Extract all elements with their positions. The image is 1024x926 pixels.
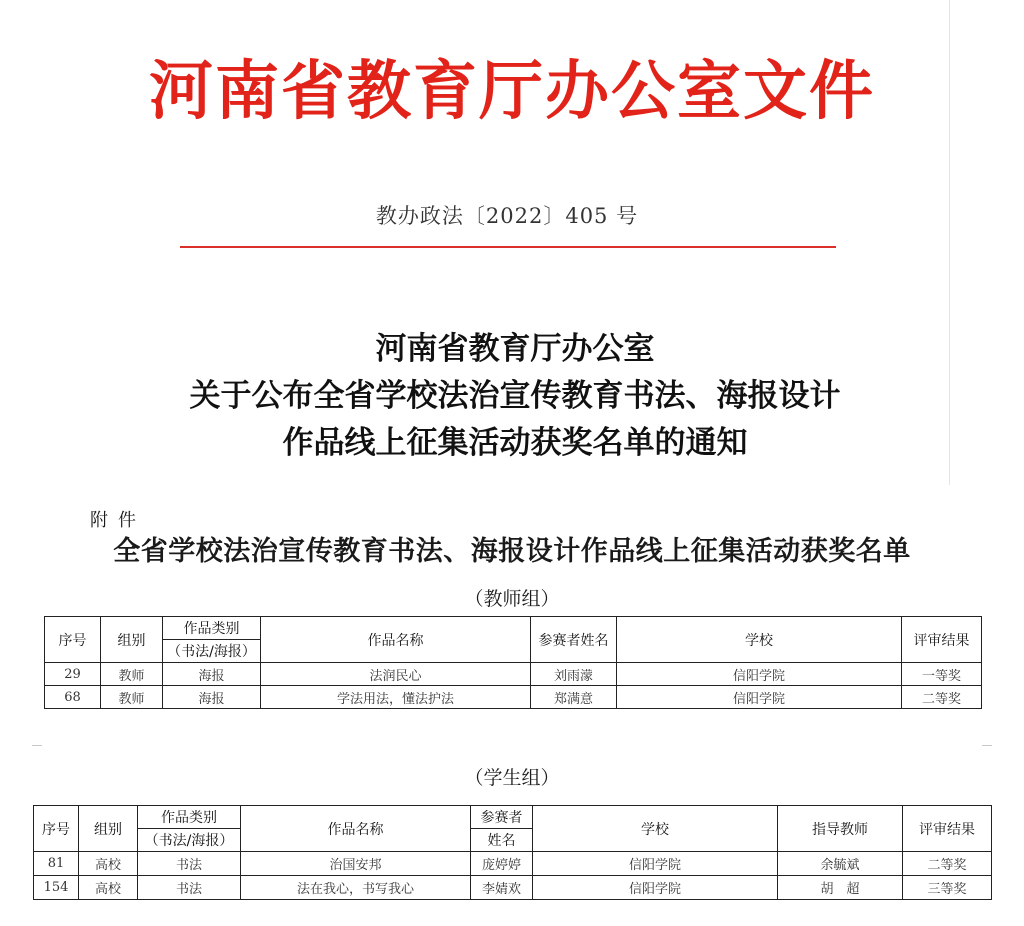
notice-title-line-3: 作品线上征集活动获奖名单的通知	[282, 425, 748, 461]
table-row	[34, 852, 992, 876]
cell-group: 教师	[101, 686, 163, 709]
header-seq: 序号	[45, 617, 101, 663]
header-school: 学校	[533, 806, 778, 852]
teacher-award-table	[44, 616, 982, 709]
cell-participant: 郑满意	[531, 686, 617, 709]
cell-group: 教师	[101, 663, 163, 686]
attachment-label: 附件	[90, 510, 146, 531]
cell-result: 二等奖	[903, 852, 992, 876]
document-number: 教办政法〔2022〕405 号	[375, 204, 639, 228]
cell-advisor: 余毓斌	[778, 852, 903, 876]
header-work-name: 作品名称	[241, 806, 471, 852]
section-divider-left	[32, 745, 42, 746]
header-participant-sub: 姓名	[471, 829, 533, 852]
cell-work-name: 法在我心，书写我心	[241, 876, 471, 900]
table-row	[45, 686, 982, 709]
header-category-sub: （书法/海报）	[138, 829, 241, 852]
table-row	[45, 663, 982, 686]
header-category-sub: （书法/海报）	[163, 640, 261, 663]
cell-group: 高校	[79, 852, 138, 876]
cell-result: 三等奖	[903, 876, 992, 900]
cell-school: 信阳学院	[533, 876, 778, 900]
table-row	[34, 876, 992, 900]
header-participant: 参赛者姓名	[531, 617, 617, 663]
header-group: 组别	[79, 806, 138, 852]
cell-advisor: 胡 超	[778, 876, 903, 900]
notice-title-line-2: 关于公布全省学校法治宣传教育书法、海报设计	[189, 378, 841, 414]
cell-school: 信阳学院	[617, 686, 902, 709]
header-school: 学校	[617, 617, 902, 663]
student-award-table	[33, 805, 992, 900]
cell-result: 二等奖	[902, 686, 982, 709]
notice-title	[0, 326, 1024, 467]
cell-group: 高校	[79, 876, 138, 900]
header-advisor: 指导教师	[778, 806, 903, 852]
cell-school: 信阳学院	[533, 852, 778, 876]
header-seq: 序号	[34, 806, 79, 852]
cell-school: 信阳学院	[617, 663, 902, 686]
notice-title-line-1: 河南省教育厅办公室	[375, 331, 655, 367]
student-group-label: （学生组）	[464, 767, 560, 789]
cell-seq: 29	[45, 663, 101, 686]
document-masthead: 河南省教育厅办公室文件	[149, 55, 875, 129]
cell-category: 书法	[138, 852, 241, 876]
cell-category: 书法	[138, 876, 241, 900]
attachment-title: 全省学校法治宣传教育书法、海报设计作品线上征集活动获奖名单	[113, 536, 911, 567]
header-category: 作品类别	[138, 806, 241, 829]
cell-seq: 154	[34, 876, 79, 900]
cell-work-name: 治国安邦	[241, 852, 471, 876]
cell-category: 海报	[163, 686, 261, 709]
cell-participant: 刘雨濛	[531, 663, 617, 686]
header-result: 评审结果	[903, 806, 992, 852]
teacher-group-label: （教师组）	[464, 588, 560, 610]
header-category: 作品类别	[163, 617, 261, 640]
cell-result: 一等奖	[902, 663, 982, 686]
cell-work-name: 法润民心	[261, 663, 531, 686]
cell-work-name: 学法用法，懂法护法	[261, 686, 531, 709]
section-divider-right	[982, 745, 992, 746]
header-work-name: 作品名称	[261, 617, 531, 663]
cell-participant: 庞婷婷	[471, 852, 533, 876]
header-result: 评审结果	[902, 617, 982, 663]
header-participant: 参赛者	[471, 806, 533, 829]
cell-seq: 68	[45, 686, 101, 709]
header-group: 组别	[101, 617, 163, 663]
cell-seq: 81	[34, 852, 79, 876]
red-separator-rule	[180, 246, 836, 248]
cell-category: 海报	[163, 663, 261, 686]
cell-participant: 李婧欢	[471, 876, 533, 900]
